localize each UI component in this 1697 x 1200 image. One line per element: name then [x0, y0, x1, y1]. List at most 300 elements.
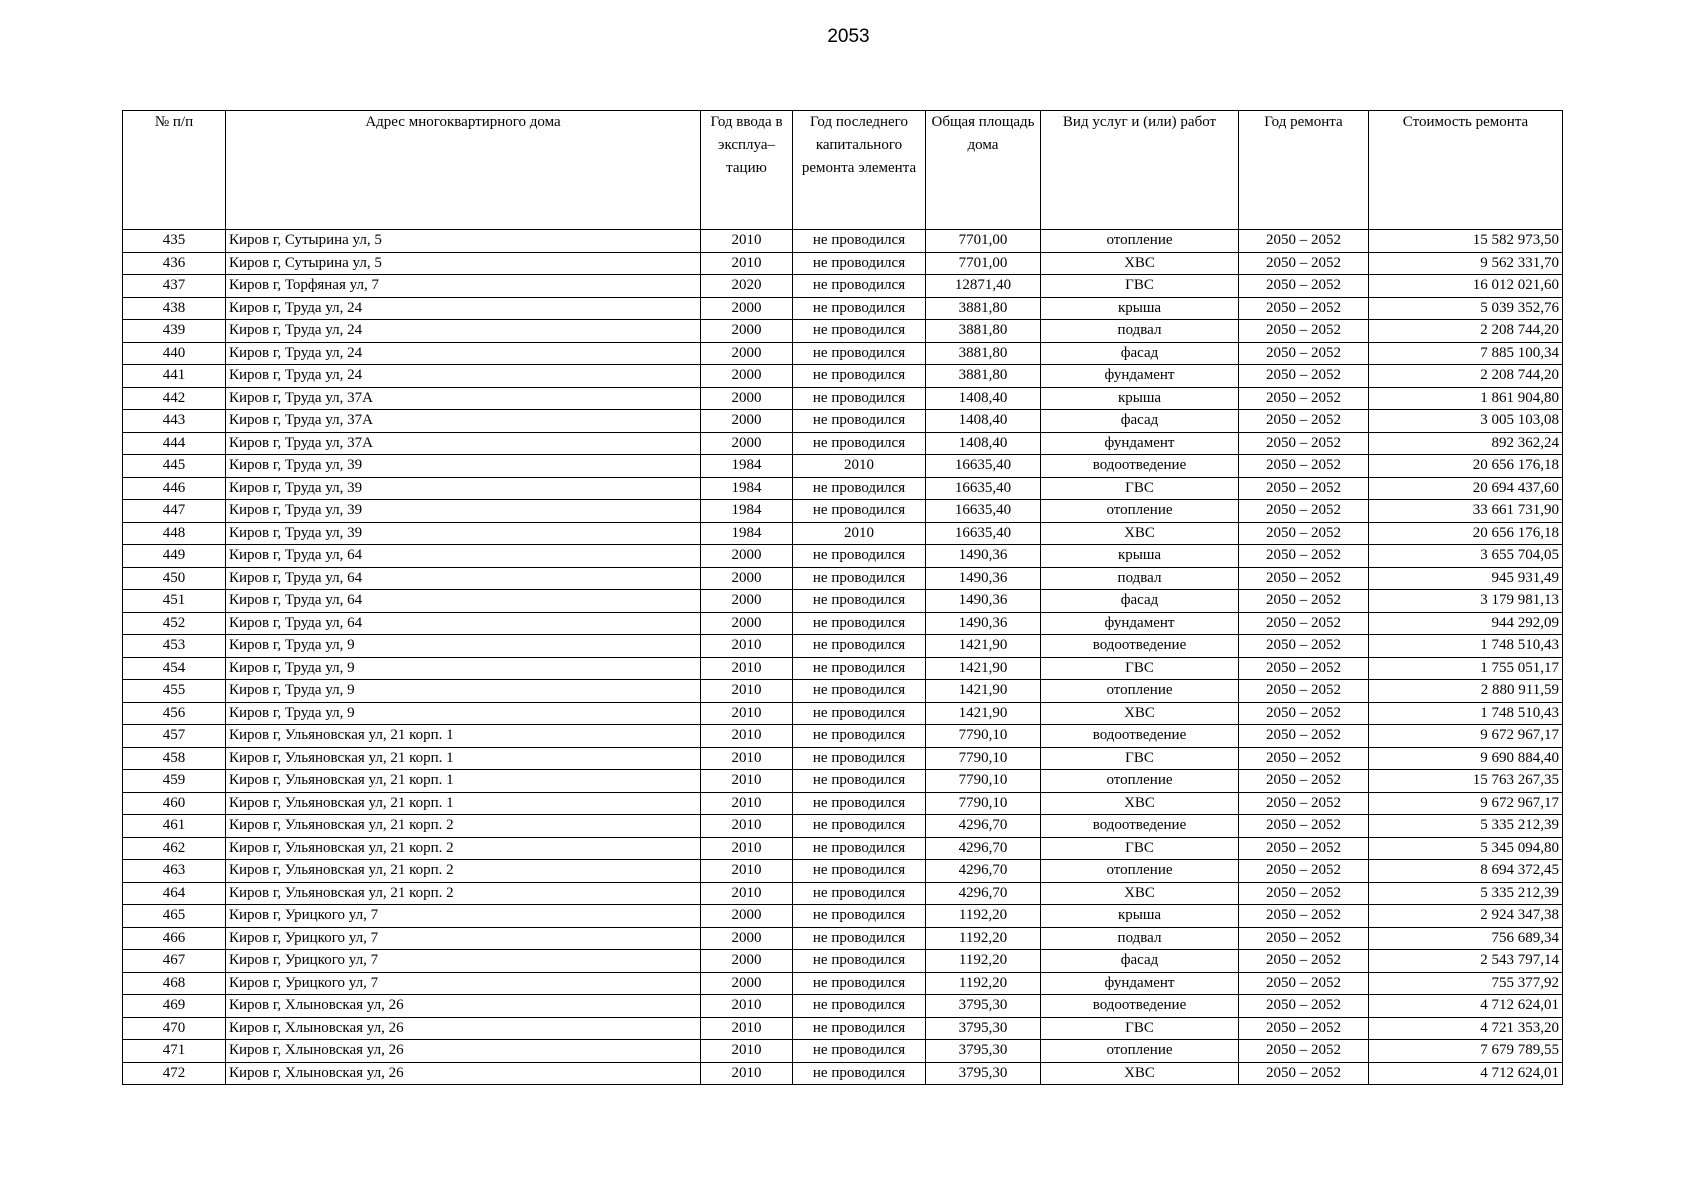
cell-total-area: 7790,10 — [926, 792, 1041, 815]
cell-repair-cost: 2 208 744,20 — [1369, 320, 1563, 343]
cell-total-area: 1408,40 — [926, 432, 1041, 455]
cell-address: Киров г, Труда ул, 37А — [226, 410, 701, 433]
cell-total-area: 16635,40 — [926, 477, 1041, 500]
cell-repair-year: 2050 – 2052 — [1239, 950, 1369, 973]
cell-commission-year: 2000 — [701, 342, 793, 365]
cell-address: Киров г, Труда ул, 37А — [226, 432, 701, 455]
cell-service-type: крыша — [1041, 387, 1239, 410]
cell-commission-year: 2000 — [701, 365, 793, 388]
table-row — [123, 500, 1563, 523]
cell-last-repair-year: не проводился — [793, 882, 926, 905]
table-row — [123, 995, 1563, 1018]
table-row — [123, 612, 1563, 635]
cell-commission-year: 2000 — [701, 950, 793, 973]
cell-last-repair-year: не проводился — [793, 815, 926, 838]
cell-commission-year: 2010 — [701, 252, 793, 275]
cell-repair-cost: 5 335 212,39 — [1369, 882, 1563, 905]
cell-row-number: 467 — [123, 950, 226, 973]
cell-row-number: 437 — [123, 275, 226, 298]
cell-row-number: 457 — [123, 725, 226, 748]
table-row — [123, 792, 1563, 815]
table-row — [123, 747, 1563, 770]
table-row — [123, 275, 1563, 298]
cell-row-number: 456 — [123, 702, 226, 725]
cell-row-number: 468 — [123, 972, 226, 995]
cell-row-number: 448 — [123, 522, 226, 545]
cell-address: Киров г, Хлыновская ул, 26 — [226, 1040, 701, 1063]
cell-service-type: отопление — [1041, 1040, 1239, 1063]
cell-commission-year: 2010 — [701, 792, 793, 815]
cell-service-type: ХВС — [1041, 252, 1239, 275]
header-last-repair-year: Год последнего капитального ремонта элемента — [793, 111, 926, 230]
cell-last-repair-year: не проводился — [793, 635, 926, 658]
cell-service-type: ГВС — [1041, 1017, 1239, 1040]
cell-last-repair-year: не проводился — [793, 905, 926, 928]
cell-service-type: фасад — [1041, 410, 1239, 433]
cell-total-area: 1421,90 — [926, 680, 1041, 703]
cell-total-area: 4296,70 — [926, 882, 1041, 905]
cell-row-number: 466 — [123, 927, 226, 950]
cell-last-repair-year: не проводился — [793, 342, 926, 365]
cell-repair-year: 2050 – 2052 — [1239, 770, 1369, 793]
cell-repair-cost: 3 005 103,08 — [1369, 410, 1563, 433]
cell-last-repair-year: не проводился — [793, 410, 926, 433]
cell-address: Киров г, Урицкого ул, 7 — [226, 905, 701, 928]
table-row — [123, 635, 1563, 658]
cell-last-repair-year: не проводился — [793, 252, 926, 275]
cell-last-repair-year: не проводился — [793, 1062, 926, 1085]
cell-total-area: 1408,40 — [926, 410, 1041, 433]
table-row — [123, 567, 1563, 590]
header-number: № п/п — [123, 111, 226, 230]
cell-commission-year: 2000 — [701, 410, 793, 433]
cell-last-repair-year: не проводился — [793, 545, 926, 568]
cell-last-repair-year: не проводился — [793, 837, 926, 860]
cell-repair-cost: 15 763 267,35 — [1369, 770, 1563, 793]
cell-commission-year: 2000 — [701, 927, 793, 950]
cell-last-repair-year: не проводился — [793, 770, 926, 793]
cell-row-number: 450 — [123, 567, 226, 590]
cell-repair-cost: 4 712 624,01 — [1369, 995, 1563, 1018]
cell-service-type: подвал — [1041, 320, 1239, 343]
table-row — [123, 680, 1563, 703]
cell-row-number: 472 — [123, 1062, 226, 1085]
cell-total-area: 3795,30 — [926, 1040, 1041, 1063]
cell-address: Киров г, Урицкого ул, 7 — [226, 927, 701, 950]
cell-repair-year: 2050 – 2052 — [1239, 1062, 1369, 1085]
cell-repair-year: 2050 – 2052 — [1239, 275, 1369, 298]
table-row — [123, 725, 1563, 748]
cell-repair-year: 2050 – 2052 — [1239, 432, 1369, 455]
cell-last-repair-year: не проводился — [793, 230, 926, 253]
cell-commission-year: 2010 — [701, 680, 793, 703]
cell-repair-cost: 1 748 510,43 — [1369, 635, 1563, 658]
cell-total-area: 3881,80 — [926, 297, 1041, 320]
cell-total-area: 7790,10 — [926, 725, 1041, 748]
cell-row-number: 438 — [123, 297, 226, 320]
cell-commission-year: 2000 — [701, 905, 793, 928]
cell-commission-year: 2010 — [701, 635, 793, 658]
cell-repair-cost: 1 861 904,80 — [1369, 387, 1563, 410]
cell-total-area: 3881,80 — [926, 320, 1041, 343]
cell-address: Киров г, Сутырина ул, 5 — [226, 230, 701, 253]
cell-commission-year: 2000 — [701, 612, 793, 635]
table-row — [123, 950, 1563, 973]
cell-row-number: 441 — [123, 365, 226, 388]
cell-repair-year: 2050 – 2052 — [1239, 455, 1369, 478]
cell-service-type: ГВС — [1041, 275, 1239, 298]
cell-address: Киров г, Труда ул, 64 — [226, 567, 701, 590]
cell-repair-year: 2050 – 2052 — [1239, 905, 1369, 928]
cell-repair-year: 2050 – 2052 — [1239, 747, 1369, 770]
cell-repair-cost: 7 679 789,55 — [1369, 1040, 1563, 1063]
cell-address: Киров г, Урицкого ул, 7 — [226, 972, 701, 995]
cell-address: Киров г, Труда ул, 39 — [226, 455, 701, 478]
page-number: 2053 — [827, 26, 870, 47]
table-header-row — [123, 111, 1563, 230]
cell-service-type: фундамент — [1041, 972, 1239, 995]
cell-repair-cost: 1 748 510,43 — [1369, 702, 1563, 725]
cell-repair-cost: 944 292,09 — [1369, 612, 1563, 635]
cell-service-type: подвал — [1041, 567, 1239, 590]
cell-last-repair-year: не проводился — [793, 612, 926, 635]
cell-total-area: 4296,70 — [926, 837, 1041, 860]
cell-total-area: 7790,10 — [926, 770, 1041, 793]
cell-repair-year: 2050 – 2052 — [1239, 882, 1369, 905]
cell-row-number: 440 — [123, 342, 226, 365]
table-row — [123, 905, 1563, 928]
cell-total-area: 3795,30 — [926, 1017, 1041, 1040]
cell-repair-year: 2050 – 2052 — [1239, 320, 1369, 343]
cell-service-type: отопление — [1041, 770, 1239, 793]
cell-repair-cost: 3 179 981,13 — [1369, 590, 1563, 613]
table-body — [123, 230, 1563, 1085]
cell-repair-year: 2050 – 2052 — [1239, 995, 1369, 1018]
table-row — [123, 342, 1563, 365]
cell-service-type: водоотведение — [1041, 815, 1239, 838]
cell-last-repair-year: не проводился — [793, 927, 926, 950]
cell-service-type: водоотведение — [1041, 995, 1239, 1018]
cell-repair-cost: 756 689,34 — [1369, 927, 1563, 950]
cell-service-type: ГВС — [1041, 837, 1239, 860]
cell-commission-year: 2010 — [701, 1040, 793, 1063]
cell-last-repair-year: не проводился — [793, 702, 926, 725]
cell-repair-cost: 2 208 744,20 — [1369, 365, 1563, 388]
cell-commission-year: 2000 — [701, 297, 793, 320]
cell-total-area: 16635,40 — [926, 455, 1041, 478]
cell-total-area: 1421,90 — [926, 657, 1041, 680]
table-row — [123, 477, 1563, 500]
cell-repair-cost: 1 755 051,17 — [1369, 657, 1563, 680]
cell-repair-year: 2050 – 2052 — [1239, 792, 1369, 815]
cell-commission-year: 2010 — [701, 837, 793, 860]
table-row — [123, 545, 1563, 568]
cell-total-area: 12871,40 — [926, 275, 1041, 298]
cell-service-type: водоотведение — [1041, 635, 1239, 658]
cell-repair-year: 2050 – 2052 — [1239, 522, 1369, 545]
cell-last-repair-year: не проводился — [793, 567, 926, 590]
cell-total-area: 1490,36 — [926, 590, 1041, 613]
table-row — [123, 1040, 1563, 1063]
cell-row-number: 445 — [123, 455, 226, 478]
table-row — [123, 882, 1563, 905]
cell-repair-year: 2050 – 2052 — [1239, 837, 1369, 860]
table-row — [123, 1017, 1563, 1040]
cell-address: Киров г, Труда ул, 64 — [226, 612, 701, 635]
cell-repair-cost: 33 661 731,90 — [1369, 500, 1563, 523]
cell-address: Киров г, Ульяновская ул, 21 корп. 1 — [226, 770, 701, 793]
table-row — [123, 230, 1563, 253]
cell-repair-cost: 9 672 967,17 — [1369, 725, 1563, 748]
table-row — [123, 1062, 1563, 1085]
cell-commission-year: 2010 — [701, 770, 793, 793]
cell-repair-cost: 755 377,92 — [1369, 972, 1563, 995]
cell-row-number: 452 — [123, 612, 226, 635]
cell-row-number: 455 — [123, 680, 226, 703]
cell-total-area: 7701,00 — [926, 252, 1041, 275]
cell-repair-cost: 2 880 911,59 — [1369, 680, 1563, 703]
cell-address: Киров г, Труда ул, 9 — [226, 680, 701, 703]
cell-total-area: 7701,00 — [926, 230, 1041, 253]
cell-repair-year: 2050 – 2052 — [1239, 725, 1369, 748]
table-row — [123, 815, 1563, 838]
cell-commission-year: 2010 — [701, 1062, 793, 1085]
cell-row-number: 460 — [123, 792, 226, 815]
cell-last-repair-year: не проводился — [793, 972, 926, 995]
cell-commission-year: 2010 — [701, 995, 793, 1018]
cell-total-area: 16635,40 — [926, 500, 1041, 523]
cell-repair-year: 2050 – 2052 — [1239, 342, 1369, 365]
cell-commission-year: 2010 — [701, 815, 793, 838]
cell-repair-cost: 20 694 437,60 — [1369, 477, 1563, 500]
cell-repair-year: 2050 – 2052 — [1239, 545, 1369, 568]
cell-row-number: 442 — [123, 387, 226, 410]
cell-service-type: отопление — [1041, 860, 1239, 883]
cell-last-repair-year: не проводился — [793, 320, 926, 343]
header-address: Адрес многоквартирного дома — [226, 111, 701, 230]
table-row — [123, 927, 1563, 950]
table-row — [123, 702, 1563, 725]
cell-service-type: ГВС — [1041, 657, 1239, 680]
cell-last-repair-year: не проводился — [793, 365, 926, 388]
cell-service-type: крыша — [1041, 545, 1239, 568]
cell-commission-year: 2010 — [701, 725, 793, 748]
cell-service-type: ХВС — [1041, 702, 1239, 725]
cell-service-type: фундамент — [1041, 612, 1239, 635]
cell-repair-year: 2050 – 2052 — [1239, 387, 1369, 410]
cell-commission-year: 2010 — [701, 657, 793, 680]
cell-commission-year: 2000 — [701, 320, 793, 343]
cell-address: Киров г, Хлыновская ул, 26 — [226, 995, 701, 1018]
cell-row-number: 464 — [123, 882, 226, 905]
cell-service-type: ХВС — [1041, 792, 1239, 815]
cell-repair-cost: 2 543 797,14 — [1369, 950, 1563, 973]
cell-last-repair-year: 2010 — [793, 522, 926, 545]
table-row — [123, 860, 1563, 883]
table-row — [123, 320, 1563, 343]
cell-service-type: ХВС — [1041, 522, 1239, 545]
cell-repair-cost: 4 712 624,01 — [1369, 1062, 1563, 1085]
repair-schedule-table — [122, 110, 1563, 1085]
cell-repair-year: 2050 – 2052 — [1239, 657, 1369, 680]
cell-repair-cost: 7 885 100,34 — [1369, 342, 1563, 365]
cell-row-number: 439 — [123, 320, 226, 343]
cell-address: Киров г, Ульяновская ул, 21 корп. 2 — [226, 837, 701, 860]
cell-address: Киров г, Труда ул, 9 — [226, 657, 701, 680]
cell-commission-year: 2010 — [701, 882, 793, 905]
table-row — [123, 365, 1563, 388]
cell-service-type: ГВС — [1041, 747, 1239, 770]
cell-repair-year: 2050 – 2052 — [1239, 365, 1369, 388]
table-row — [123, 432, 1563, 455]
cell-total-area: 1192,20 — [926, 927, 1041, 950]
table-row — [123, 297, 1563, 320]
cell-row-number: 458 — [123, 747, 226, 770]
cell-service-type: ХВС — [1041, 1062, 1239, 1085]
cell-row-number: 451 — [123, 590, 226, 613]
cell-service-type: отопление — [1041, 680, 1239, 703]
cell-commission-year: 2000 — [701, 567, 793, 590]
cell-repair-year: 2050 – 2052 — [1239, 1017, 1369, 1040]
cell-service-type: фундамент — [1041, 365, 1239, 388]
cell-address: Киров г, Ульяновская ул, 21 корп. 1 — [226, 747, 701, 770]
cell-row-number: 443 — [123, 410, 226, 433]
cell-address: Киров г, Труда ул, 24 — [226, 365, 701, 388]
cell-last-repair-year: не проводился — [793, 657, 926, 680]
cell-address: Киров г, Труда ул, 9 — [226, 702, 701, 725]
cell-row-number: 463 — [123, 860, 226, 883]
cell-repair-year: 2050 – 2052 — [1239, 477, 1369, 500]
cell-address: Киров г, Труда ул, 64 — [226, 590, 701, 613]
cell-repair-cost: 15 582 973,50 — [1369, 230, 1563, 253]
cell-commission-year: 2000 — [701, 387, 793, 410]
cell-repair-year: 2050 – 2052 — [1239, 590, 1369, 613]
cell-repair-cost: 892 362,24 — [1369, 432, 1563, 455]
cell-service-type: подвал — [1041, 927, 1239, 950]
cell-commission-year: 2020 — [701, 275, 793, 298]
cell-repair-year: 2050 – 2052 — [1239, 972, 1369, 995]
cell-repair-cost: 20 656 176,18 — [1369, 522, 1563, 545]
cell-total-area: 7790,10 — [926, 747, 1041, 770]
cell-row-number: 449 — [123, 545, 226, 568]
cell-total-area: 16635,40 — [926, 522, 1041, 545]
cell-service-type: отопление — [1041, 230, 1239, 253]
cell-last-repair-year: не проводился — [793, 275, 926, 298]
cell-repair-year: 2050 – 2052 — [1239, 500, 1369, 523]
cell-last-repair-year: не проводился — [793, 477, 926, 500]
cell-last-repair-year: не проводился — [793, 747, 926, 770]
cell-last-repair-year: не проводился — [793, 950, 926, 973]
cell-address: Киров г, Труда ул, 9 — [226, 635, 701, 658]
cell-total-area: 3795,30 — [926, 1062, 1041, 1085]
cell-total-area: 1421,90 — [926, 635, 1041, 658]
cell-address: Киров г, Ульяновская ул, 21 корп. 2 — [226, 860, 701, 883]
cell-repair-year: 2050 – 2052 — [1239, 230, 1369, 253]
cell-address: Киров г, Труда ул, 64 — [226, 545, 701, 568]
cell-address: Киров г, Урицкого ул, 7 — [226, 950, 701, 973]
cell-repair-year: 2050 – 2052 — [1239, 612, 1369, 635]
cell-commission-year: 1984 — [701, 455, 793, 478]
cell-commission-year: 1984 — [701, 522, 793, 545]
cell-total-area: 4296,70 — [926, 860, 1041, 883]
cell-service-type: фасад — [1041, 342, 1239, 365]
cell-repair-cost: 8 694 372,45 — [1369, 860, 1563, 883]
cell-row-number: 446 — [123, 477, 226, 500]
header-commission-year: Год ввода в эксплуа–тацию — [701, 111, 793, 230]
cell-repair-year: 2050 – 2052 — [1239, 860, 1369, 883]
cell-row-number: 465 — [123, 905, 226, 928]
cell-repair-cost: 2 924 347,38 — [1369, 905, 1563, 928]
cell-repair-year: 2050 – 2052 — [1239, 567, 1369, 590]
cell-commission-year: 1984 — [701, 477, 793, 500]
cell-row-number: 444 — [123, 432, 226, 455]
cell-repair-year: 2050 – 2052 — [1239, 702, 1369, 725]
cell-address: Киров г, Труда ул, 39 — [226, 477, 701, 500]
cell-last-repair-year: не проводился — [793, 1040, 926, 1063]
cell-commission-year: 2010 — [701, 702, 793, 725]
cell-repair-cost: 5 039 352,76 — [1369, 297, 1563, 320]
cell-repair-cost: 5 345 094,80 — [1369, 837, 1563, 860]
cell-row-number: 447 — [123, 500, 226, 523]
cell-service-type: водоотведение — [1041, 725, 1239, 748]
header-total-area: Общая площадь дома — [926, 111, 1041, 230]
cell-repair-cost: 9 690 884,40 — [1369, 747, 1563, 770]
cell-repair-year: 2050 – 2052 — [1239, 410, 1369, 433]
table-row — [123, 252, 1563, 275]
cell-last-repair-year: не проводился — [793, 387, 926, 410]
cell-repair-cost: 5 335 212,39 — [1369, 815, 1563, 838]
cell-last-repair-year: не проводился — [793, 995, 926, 1018]
table-row — [123, 770, 1563, 793]
cell-total-area: 3881,80 — [926, 365, 1041, 388]
cell-commission-year: 2000 — [701, 545, 793, 568]
cell-total-area: 1490,36 — [926, 567, 1041, 590]
cell-row-number: 459 — [123, 770, 226, 793]
cell-address: Киров г, Труда ул, 24 — [226, 297, 701, 320]
cell-row-number: 462 — [123, 837, 226, 860]
cell-address: Киров г, Торфяная ул, 7 — [226, 275, 701, 298]
cell-row-number: 461 — [123, 815, 226, 838]
cell-total-area: 1192,20 — [926, 972, 1041, 995]
cell-address: Киров г, Труда ул, 39 — [226, 522, 701, 545]
cell-total-area: 1408,40 — [926, 387, 1041, 410]
cell-address: Киров г, Труда ул, 37А — [226, 387, 701, 410]
cell-total-area: 3795,30 — [926, 995, 1041, 1018]
cell-total-area: 3881,80 — [926, 342, 1041, 365]
cell-service-type: водоотведение — [1041, 455, 1239, 478]
cell-service-type: фасад — [1041, 950, 1239, 973]
cell-repair-year: 2050 – 2052 — [1239, 680, 1369, 703]
cell-commission-year: 2000 — [701, 972, 793, 995]
cell-last-repair-year: не проводился — [793, 725, 926, 748]
cell-repair-year: 2050 – 2052 — [1239, 1040, 1369, 1063]
cell-commission-year: 2010 — [701, 747, 793, 770]
cell-service-type: отопление — [1041, 500, 1239, 523]
cell-total-area: 4296,70 — [926, 815, 1041, 838]
cell-address: Киров г, Хлыновская ул, 26 — [226, 1017, 701, 1040]
cell-row-number: 453 — [123, 635, 226, 658]
header-repair-year: Год ремонта — [1239, 111, 1369, 230]
cell-commission-year: 2010 — [701, 1017, 793, 1040]
table-row — [123, 972, 1563, 995]
cell-repair-year: 2050 – 2052 — [1239, 297, 1369, 320]
cell-repair-cost: 945 931,49 — [1369, 567, 1563, 590]
cell-last-repair-year: не проводился — [793, 590, 926, 613]
cell-address: Киров г, Хлыновская ул, 26 — [226, 1062, 701, 1085]
cell-last-repair-year: 2010 — [793, 455, 926, 478]
cell-row-number: 470 — [123, 1017, 226, 1040]
cell-service-type: фасад — [1041, 590, 1239, 613]
